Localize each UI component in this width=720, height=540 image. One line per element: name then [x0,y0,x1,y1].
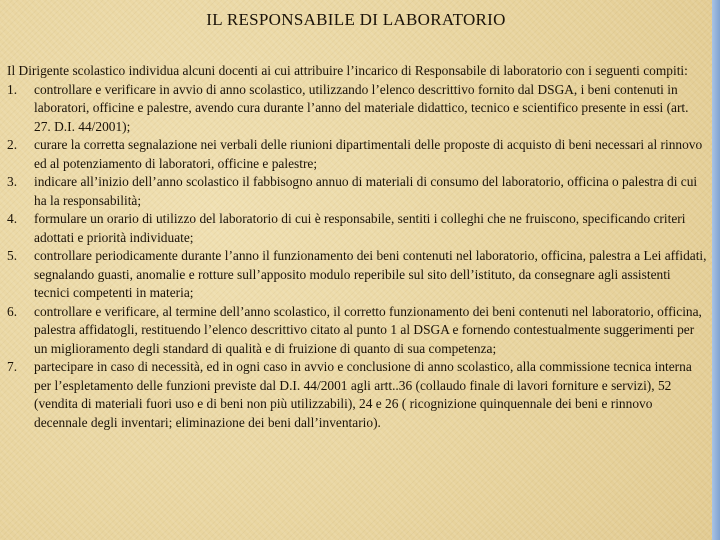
list-item [7,173,707,210]
list-item-text: controllare periodicamente durante l’anno il funzionamento dei beni contenuti nel laboratorio, officina, palestra a Lei affidati, segnalando guasti, anomalie e rotture sull’apposito modulo reperibile sul sito dell’istituto, da consegnare agli assistenti tecnici competenti in materia; [34,248,707,300]
list-item-text: curare la corretta segnalazione nei verbali delle riunioni dipartimentali delle proposte di acquisto di beni necessari al rinnovo ed al potenziamento di laboratori, officine e palestre; [34,137,703,171]
list-item-number: 6. [7,303,18,319]
list-item-number: 5. [7,248,18,263]
list-item-number: 2. [7,137,18,152]
list-item-text: partecipare in caso di necessità, ed in ogni caso in avvio e conclusione di anno scolastico, alla commissione tecnica interna per l’espletamento delle funzioni previste dal D.I. 44/2001 agli artt..36 (collaudo finale di lavori forniture e servizi), 52 (vendita di materiali fuori uso e di beni non più utilizzabili), 24 e 26 ( ricognizione quinquennale dei beni e rinnovo decennale degli inventari; eliminazione dei beni dall’inventario). [34,359,692,430]
list-item-text: controllare e verificare, al termine dell’anno scolastico, il corretto funzionamento dei beni contenuti nel laboratorio, officina, palestra affidatogli, restituendo l’elenco descrittivo citato al punto 1 al DSGA e fornendo contestualmente suggerimenti per un miglioramento degli standard di qualità e di fruizione di quanto di sua competenza; [34,303,702,356]
list-item-text: controllare e verificare in avvio di anno scolastico, utilizzando l’elenco descrittivo fornito dal DSGA, i beni contenuti in laboratori, officine e palestre, avendo cura durante l’anno del materiale didattico, tecnico e scientifico presente in essi (art. 27. D.I. 44/2001); [34,81,689,134]
list-item [7,358,707,432]
list-item-number: 7. [7,359,18,374]
list-item [7,303,707,359]
list-item [7,210,707,247]
duties-list [7,81,707,433]
list-item-number: 3. [7,174,18,189]
list-item-number: 4. [7,211,18,226]
intro-paragraph: Il Dirigente scolastico individua alcuni docenti ai cui attribuire l’incarico di Responsabile di laboratorio con i seguenti compiti: [7,63,688,78]
list-item-text: indicare all’inizio dell’anno scolastico il fabbisogno annuo di materiali di consumo del laboratorio, officina o palestra di cui ha la responsabilità; [34,174,698,208]
page-title: IL RESPONSABILE DI LABORATORIO [206,10,506,29]
list-item [7,247,707,303]
list-item-number: 1. [7,81,18,97]
list-item-text: formulare un orario di utilizzo del laboratorio di cui è responsabile, sentiti i colleghi che ne fruiscono, specificando criteri adottati e priorità individuate; [34,211,686,245]
document-body [7,62,707,432]
slide-border [712,0,720,540]
list-item [7,81,707,137]
list-item [7,136,707,173]
